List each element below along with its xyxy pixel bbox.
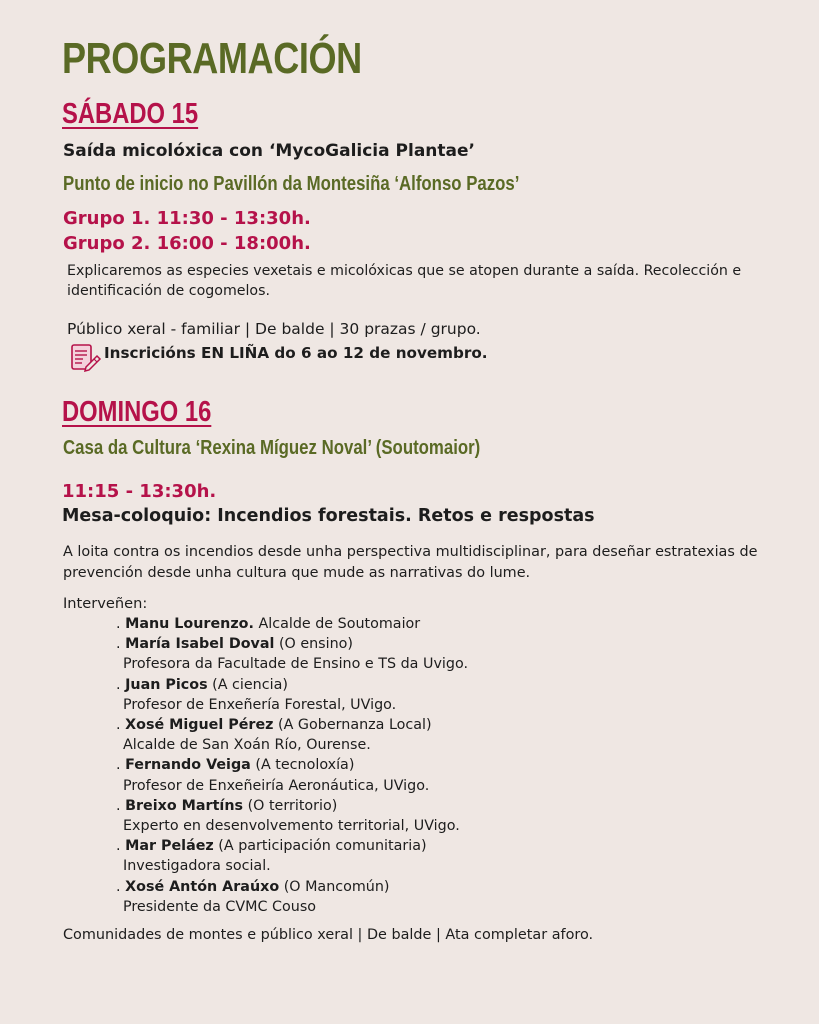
saturday-activity: Saída micolóxica con ‘MycoGalicia Plantae’ (63, 141, 475, 161)
speaker-name: Xosé Antón Araúxo (125, 878, 280, 895)
list-item: . Mar Peláez (A participación comunitaria) Investigadora social. (116, 836, 716, 876)
speaker-role: (O Mancomún) (283, 878, 390, 895)
interveners-label: Interveñen: (63, 595, 148, 612)
speakers-list (116, 614, 716, 917)
speaker-detail: Profesor de Enxeñeiría Aeronáutica, UVigo. (123, 777, 430, 794)
speaker-name: Juan Picos (125, 676, 208, 693)
speaker-detail: Profesor de Enxeñería Forestal, UVigo. (123, 696, 397, 713)
speaker-name: Fernando Veiga (125, 757, 251, 774)
sunday-heading: DOMINGO 16 (62, 396, 212, 428)
speaker-role: Alcalde de Soutomaior (258, 616, 421, 632)
speaker-role: (A Gobernanza Local) (278, 717, 432, 734)
group-1-time: Grupo 1. 11:30 - 13:30h. (63, 208, 311, 229)
list-item: . Manu Lourenzo. Alcalde de Soutomaior (116, 616, 421, 632)
speaker-role: (A ciencia) (212, 676, 288, 693)
speaker-name: Mar Peláez (125, 838, 214, 855)
speaker-name: María Isabel Doval (125, 636, 275, 653)
saturday-heading: SÁBADO 15 (62, 98, 199, 130)
speaker-name: Breixo Martíns (125, 797, 244, 814)
speaker-role: (A participación comunitaria) (218, 838, 427, 855)
list-item: . Xosé Antón Araúxo (O Mancomún) Presidente da CVMC Couso (116, 877, 716, 917)
sunday-venue: Casa da Cultura ‘Rexina Míguez Noval’ (Soutomaior) (63, 437, 481, 459)
speaker-role: (A tecnoloxía) (255, 757, 355, 774)
speaker-name: Xosé Miguel Pérez (125, 717, 274, 734)
sunday-description: A loita contra os incendios desde unha perspectiva multidisciplinar, para deseñar estratexias de prevención desde unha cultura que mude as narrativas do lume. (63, 544, 758, 581)
speaker-detail: Experto en desenvolvemento territorial, UVigo. (123, 818, 460, 835)
speaker-detail: Investigadora social. (123, 858, 271, 875)
list-item: . Xosé Miguel Pérez (A Gobernanza Local) Alcalde de San Xoán Río, Ourense. (116, 715, 716, 755)
saturday-venue: Punto de inicio no Pavillón da Montesiña ‘Alfonso Pazos’ (63, 173, 520, 195)
speaker-role: (O ensino) (278, 636, 353, 653)
registration-info: Inscricións EN LIÑA do 6 ao 12 de novembro. (104, 344, 488, 362)
speaker-detail: Profesora da Facultade de Ensino e TS da Uvigo. (123, 656, 468, 673)
speaker-role: (O territorio) (247, 797, 338, 814)
footer-info: Comunidades de montes e público xeral | De balde | Ata completar aforo. (63, 927, 594, 943)
speaker-name: Manu Lourenzo. (125, 616, 254, 632)
list-item: . Breixo Martíns (O territorio) Experto en desenvolvemento territorial, UVigo. (116, 796, 716, 836)
group-2-time: Grupo 2. 16:00 - 18:00h. (63, 233, 311, 254)
speaker-detail: Presidente da CVMC Couso (123, 898, 317, 915)
list-item: . Fernando Veiga (A tecnoloxía) Profesor de Enxeñeiría Aeronáutica, UVigo. (116, 755, 716, 795)
registration-form-icon (70, 342, 104, 372)
speaker-detail: Alcalde de San Xoán Río, Ourense. (123, 737, 371, 754)
sunday-activity: Mesa-coloquio: Incendios forestais. Retos e respostas (62, 506, 595, 526)
saturday-description: Explicaremos as especies vexetais e micolóxicas que se atopen durante a saída. Recolección e identificación de cogomelos. (67, 263, 742, 299)
page-title: PROGRAMACIÓN (62, 34, 362, 83)
list-item: . María Isabel Doval (O ensino) Profesora da Facultade de Ensino e TS da Uvigo. (116, 634, 716, 674)
saturday-public-info: Público xeral - familiar | De balde | 30 prazas / grupo. (67, 320, 481, 338)
list-item: . Juan Picos (A ciencia) Profesor de Enxeñería Forestal, UVigo. (116, 675, 716, 715)
sunday-time: 11:15 - 13:30h. (62, 481, 217, 502)
